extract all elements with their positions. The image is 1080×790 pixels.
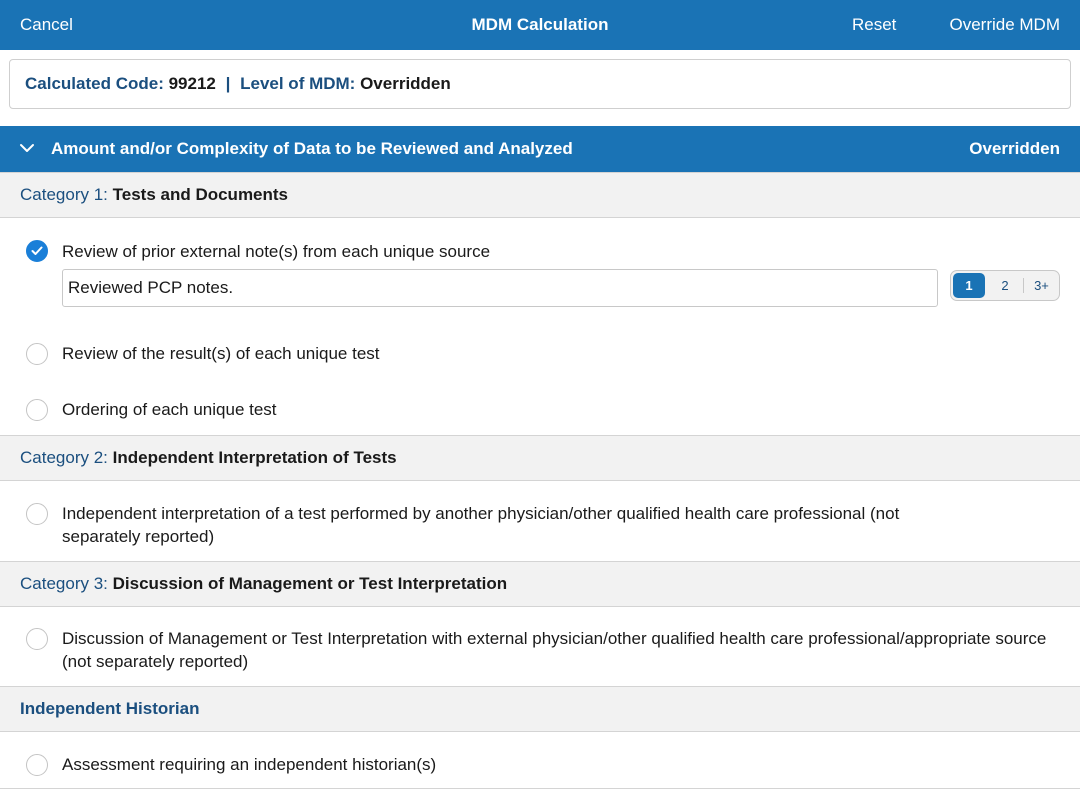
category-label: Independent Historian [20,699,200,718]
count-selector [950,270,1060,301]
summary-separator: | [225,74,231,93]
item-checkbox[interactable] [26,399,48,421]
mdm-level-label: Level of MDM: [240,74,356,93]
item-label: Assessment requiring an independent historian(s) [62,755,437,774]
section-header-data-complexity[interactable] [0,126,1080,172]
item-note-input[interactable] [62,269,938,307]
category-label: Category 1: [20,185,108,204]
divider [0,788,1080,789]
category-label: Category 3: [20,574,108,593]
count-option-3plus[interactable]: 3+ [1034,278,1049,293]
count-option-1[interactable]: 1 [953,273,985,298]
item-label: Review of the result(s) of each unique test [62,344,380,363]
category-name: Tests and Documents [112,185,289,204]
override-mdm-button[interactable]: Override MDM [949,15,1060,34]
item-checkbox[interactable] [26,754,48,776]
item-checkbox[interactable] [26,343,48,365]
cancel-button[interactable]: Cancel [20,15,73,34]
checkmark-icon [31,246,43,256]
reset-button[interactable]: Reset [852,15,897,34]
category-header-interpretation [0,435,1080,481]
item-checkbox[interactable] [26,628,48,650]
category-name: Discussion of Management or Test Interpretation [112,574,508,593]
item-label: Ordering of each unique test [62,400,277,419]
mdm-level-value: Overridden [360,74,451,93]
item-label: Discussion of Management or Test Interpretation with external physician/other qualified health care professional/appropriate source (not separately reported) [62,629,1047,671]
item-label: Independent interpretation of a test performed by another physician/other qualified health care professional (not separately reported) [62,504,900,546]
mdm-summary [9,59,1071,109]
category-label: Category 2: [20,448,108,467]
chevron-down-icon [19,142,35,154]
page-title: MDM Calculation [471,15,609,34]
nav-bar [0,0,1080,50]
calculated-code-value: 99212 [168,74,216,93]
calculated-code-label: Calculated Code: [25,74,164,93]
count-option-2[interactable]: 2 [1001,278,1009,293]
item-label: Review of prior external note(s) from each unique source [62,242,491,261]
item-checkbox[interactable] [26,503,48,525]
item-checkbox-checked[interactable] [26,240,48,262]
section-status: Overridden [969,139,1060,158]
category-header-tests-documents [0,172,1080,218]
category-header-independent-historian [0,686,1080,732]
category-name: Independent Interpretation of Tests [112,448,397,467]
category-header-discussion [0,561,1080,607]
section-title: Amount and/or Complexity of Data to be Reviewed and Analyzed [51,139,573,158]
